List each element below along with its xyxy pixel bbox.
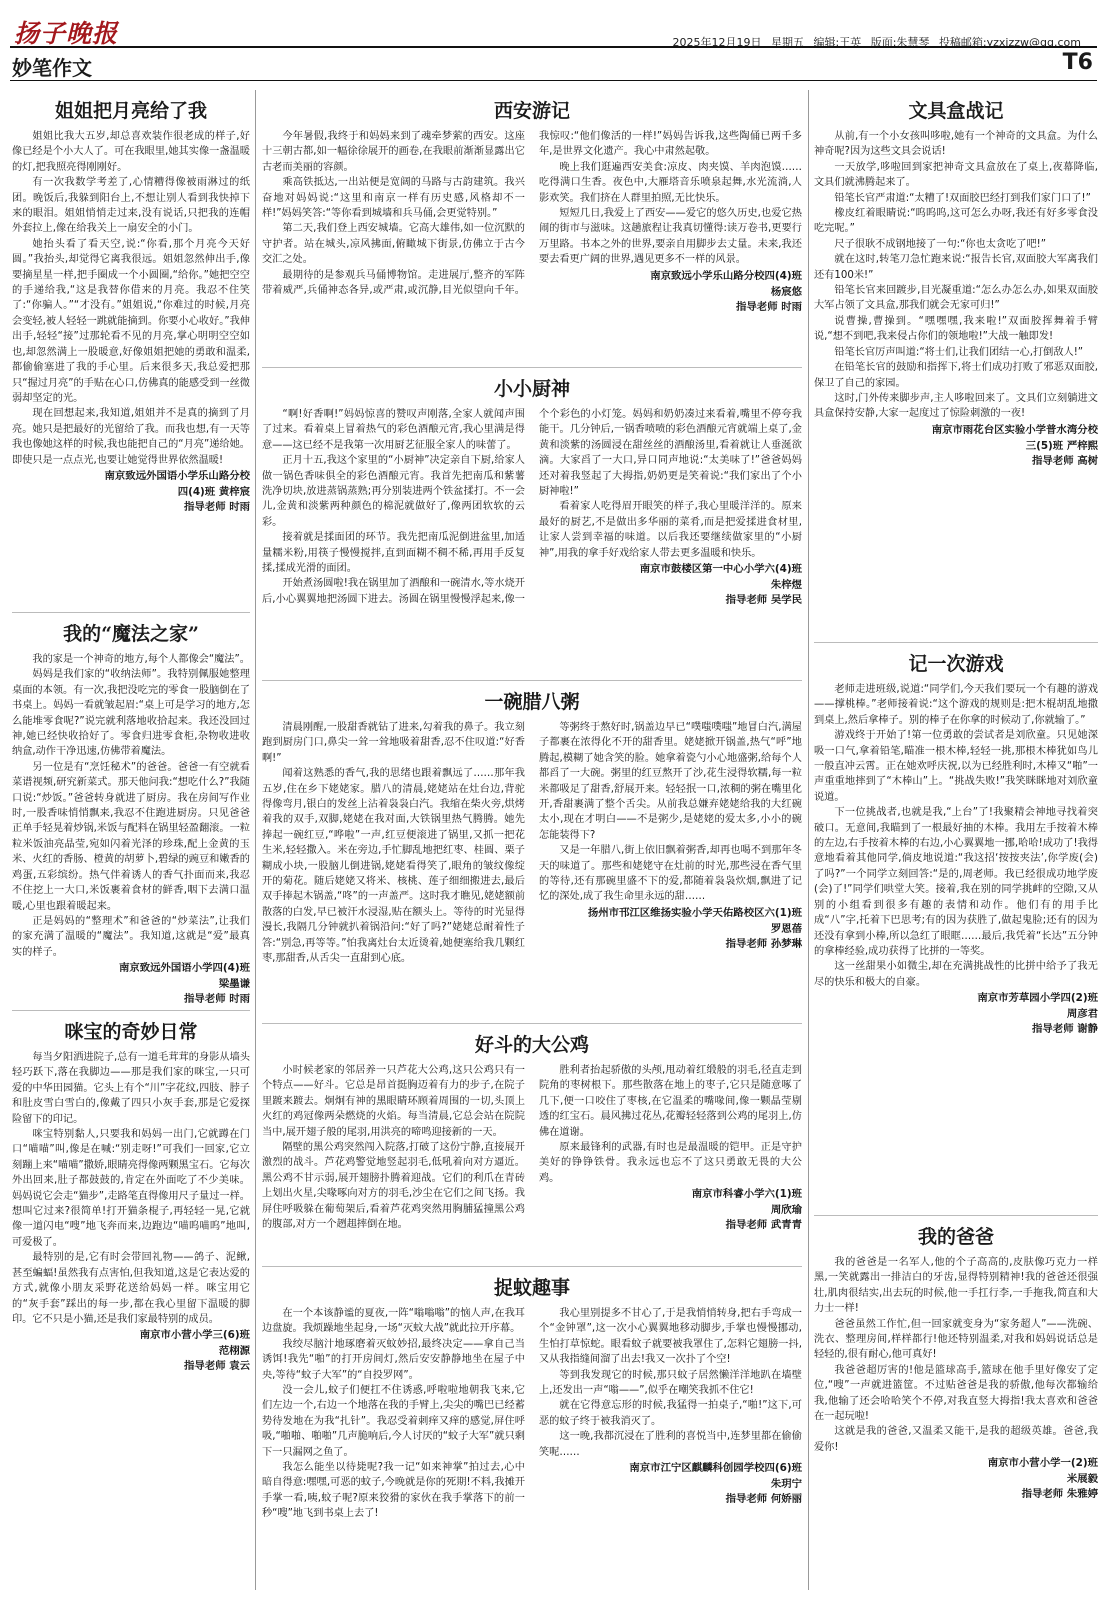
article-paragraph: 等到我发现它的时候,那只蚊子居然懒洋洋地趴在墙壁上,还发出一声“嗡——”,似乎在嘲笑我抓不住它! (539, 1369, 802, 1397)
article-body (12, 129, 250, 515)
article-title: 记一次游戏 (908, 653, 1004, 675)
article-paragraph: 爸爸虽然工作忙,但一回家就变身为“家务超人”——洗碗、洗衣、整理房间,样样都行!他还特别温柔,对我和妈妈说话总是轻轻的,很有耐心,他可真好! (814, 1318, 1098, 1361)
teacher-credit: 指导老师 朱雅婷 (1021, 1488, 1098, 1501)
article-body (814, 129, 1098, 469)
article-paragraph: 老师走进班级,说道:“同学们,今天我们要玩一个有趣的游戏——撑桃棒。”老师接着说:“这个游戏的规则是:把木棍胡乱地撒到桌上,然后拿棒子。别的棒子在你拿的时候动了,你就输了。” (814, 684, 1098, 726)
teacher-credit: 指导老师 时雨 (736, 300, 802, 313)
article-paragraph: 另一位是有“烹饪秘术”的爸爸。爸爸一有空就看菜谱视频,研究新菜式。那天他问我:“想吃什么?”我随口说:“炒饭。”爸爸转身就进了厨房。我在房间写作业时,一股香味悄悄飘来,我忍不住跑进厨房。只见爸爸正单手轻晃着炒锅,米饭与配料在锅里轻盈翻滚。一粒粒米饭油亮晶莹,宛如闪着光泽的珍珠,配上金黄的玉米、火红的香肠、橙黄的胡萝卜,碧绿的豌豆和嫩香的鸡蛋,五彩缤纷。热气伴着诱人的香气扑面而来,我忍不住挖上一大口,米饭裹着食材的鲜香,咽下去满口温暖,心里也跟着暖起来。 (12, 761, 250, 912)
author-school: 南京市雨花台区实验小学普水湾分校 (931, 423, 1098, 436)
article-paragraph: 每当夕阳洒进院子,总有一道毛茸茸的身影从墙头轻巧跃下,落在我脚边——那是我们家的咪宝,一只可爱的中华田园猫。它头上有个“川”字花纹,四肢、脖子和肚皮雪白雪白的,像戴了四只小灰手套,那是它爱探险留下的印记。 (12, 1052, 250, 1125)
article-paragraph: 铅笔长官来回踱步,目光凝重道:“怎么办怎么办,如果双面胶大军占领了文具盒,那我们就会无家可归!” (814, 285, 1098, 312)
article-paragraph: 第二天,我们登上西安城墙。它高大雄伟,如一位沉默的守护者。站在城头,凉风拂面,俯瞰城下街景,仿佛立于古今交汇之处。 (262, 223, 525, 266)
article-paragraph: “啊!好香啊!”妈妈惊喜的赞叹声刚落,全家人就闻声围了过来。看着桌上冒着热气的彩色酒酿元宵,我心里满是得意——这已经不是我第一次用厨艺征服全家人的味蕾了。 (262, 409, 525, 451)
article-paragraph: 我心里别提多不甘心了,于是我悄悄转身,把右手弯成一个“金钟罩”,这一次小心翼翼地移动脚步,手掌也慢慢挪动,生怕打草惊蛇。眼看蚊子就要被我罩住了,怎料它翅膀一抖,又从我指缝间溜了出去!我又一次扑了个空! (539, 1308, 802, 1366)
author-name: 朱梓煜 (770, 579, 802, 592)
article-paragraph: 看着家人吃得眉开眼笑的样子,我心里暖洋洋的。原来最好的厨艺,不是做出多华丽的菜肴,而是把爱揉进食材里,让家人尝到幸福的味道。以后我还要继续做家里的“小厨神”,用我的拿手好戏给家人带去更多温暖和快乐。 (539, 501, 802, 559)
article (814, 1222, 1098, 1602)
article-paragraph: 有一次我数学考差了,心情糟得像被雨淋过的纸团。晚饭后,我躲到阳台上,不想让别人看到我快掉下来的眼泪。姐姐悄悄走过来,没有说话,只把我的连帽外套拉上,像在给我关上一扇安全的小门。 (12, 177, 250, 235)
article-paragraph: 妈妈是我们家的“收纳法师”。我特别佩服她整理桌面的本领。有一次,我把没吃完的零食一股脑倒在了书桌上。妈妈一看就皱起眉:“桌上可是学习的地方,怎么能堆零食呢?”说完就利落地收拾起来。我还没回过神,她已经快收拾好了。零食归进零食柜,杂物收进收纳盒,动作干净迅速,仿佛带着魔法。 (12, 669, 250, 758)
article-paragraph: 这一晚,我都沉浸在了胜利的喜悦当中,连梦里都在偷偷笑呢…… (539, 1431, 802, 1458)
article-paragraph: 这时,门外传来脚步声,主人哆啦回来了。文具们立刻躺进文具盒保持安静,大家一起度过了惊险刺激的一夜! (814, 392, 1098, 420)
article (262, 374, 802, 674)
article-paragraph: 开始煮汤圆啦!我在锅里加了酒酿和一碗清水,等水烧开后,小心翼翼地把汤圆下进去。汤圆在锅里慢慢浮起来,像一个个彩色的小灯笼。妈妈和奶奶凑过来看着,嘴里不停夸我能干。几分钟后,一锅香喷喷的彩色酒酿元宵就端上桌了,金黄和淡紫的汤圆浸在甜丝丝的酒酿汤里,看着就让人垂涎欲滴。大家舀了一大口,异口同声地说:“太美味了!”爸爸妈妈还对着我竖起了大拇指,奶奶更是笑着说:“我们家出了个小厨神啦!” (262, 409, 802, 605)
teacher-credit: 指导老师 时雨 (184, 993, 250, 1006)
article-paragraph: 正是妈妈的“整理术”和爸爸的“炒菜法”,让我们的家充满了温暖的“魔法”。我知道,这就是“爱”最真实的样子。 (12, 915, 250, 958)
article-paragraph: 说曹操,曹操到。“嘿嘿嘿,我来啦!”双面胶挥舞着手臂说,“想不到吧,我来侵占你们的领地啦!”大战一触即发! (814, 315, 1098, 343)
top-rule (10, 46, 1097, 48)
article-body (262, 720, 802, 967)
article (262, 1273, 802, 1573)
article-paragraph: 正月十五,我这个家里的“小厨神”决定亲自下厨,给家人做一锅色香味俱全的彩色酒酿元宵。我首先把南瓜和紫薯洗净切块,放进蒸锅蒸熟;再分别装进两个铁盆揉打。不一会儿,金黄和淡紫两种颜色的棉泥就做好了,像两团软软的云彩。 (262, 455, 525, 528)
author-name: 梁墨谦 (218, 978, 250, 991)
article-paragraph: 隔壁的黑公鸡突然闯入院落,打破了这份宁静,直接展开激烈的战斗。芦花鸡警觉地竖起羽毛,低吼着向对方逼近。黑公鸡不甘示弱,展开翅膀扑腾着迎战。它们的利爪在青砖上划出火星,尖喙啄向对方的羽毛,沙尘在它们之间飞扬。我屏住呼吸躲在葡萄架后,看着芦花鸡突然用胸脯猛撞黑公鸡的腹部,对方一个趔趄摔倒在地。 (262, 1142, 525, 1231)
issue-date: 2025年12月19日 (672, 36, 762, 49)
article-body (12, 1050, 250, 1374)
article-title: 我的“魔法之家” (63, 623, 199, 645)
article-paragraph: 她抬头看了看天空,说:“你看,那个月亮今天好圆。”我抬头,却觉得它离我很远。姐姐忽然伸出手,像要摘星星一样,把手圈成一个小圆圈,“给你。”她把空空的手递给我,“这是我替你借来的月亮。我忍不住笑了:“你骗人。”“才没有。”姐姐说,“你难过的时候,月亮会变轻,被人轻轻一跳就能摘到。你要小心收好。”我伸出手,轻轻“接”过那轮看不见的月亮,掌心明明空空如也,却忽然满上一股暖意,好像姐姐把她的勇敢和温柔,都偷偷塞进了我的手心里。后来很多天,我总爱把那只“握过月亮”的手贴在心口,仿佛真的能感受到一丝微弱却坚定的光。 (12, 238, 250, 404)
article (262, 96, 802, 361)
article-paragraph: 咪宝特别黏人,只要我和妈妈一出门,它就蹲在门口“喵喵”叫,像是在喊:“别走呀!”可我们一回家,它立刻蹦上来“喵喵”撒娇,眼睛亮得像两颗黑宝石。它每次外出回来,肚子都鼓鼓的,肯定在外面吃了不少美味。妈妈说它会走“猫步”,走路笔直得像用尺子量过一样。想叫它过来?很简单!打开猫条棍子,再轻轻一晃,它就像一道闪电“嗖”地飞奔而来,边跑边“喵呜喵呜”地叫,可爱极了。 (12, 1129, 250, 1248)
editor-credit: 编辑:王英 (813, 36, 862, 49)
author-name: 朱玥宁 (770, 1478, 802, 1491)
article-body (262, 407, 802, 608)
article-paragraph: 我绞尽脑汁地琢磨着灭蚊妙招,最终决定——拿自己当诱饵!我先“啪”的打开房间灯,然后安安静静地坐在屋子中央,等待“蚊子大军”的“自投罗网”。 (262, 1338, 525, 1381)
article-paragraph: 就在这时,转笔刀急忙跑来说:“报告长官,双面胶大军离我们还有100米!” (814, 254, 1098, 281)
header-rule (10, 80, 1097, 81)
article-paragraph: 又是一年腊八,街上依旧飘着粥香,却再也喝不到那年冬天的味道了。那些和姥姥守在灶前的时光,那些浸在香气里的等待,还有那碗里盛不下的爱,都随着袅袅炊烟,飘进了记忆的深处,成了我生命里永远的甜…… (539, 845, 802, 903)
article (814, 96, 1098, 636)
article-paragraph: 清晨刚醒,一股甜香就钻了进来,勾着我的鼻子。我立刻跑到厨房门口,鼻尖一耸一耸地吸着甜香,忍不住叹道:“好香啊!” (262, 722, 525, 764)
teacher-credit: 指导老师 谢静 (1032, 1023, 1098, 1036)
author-school: 南京市芳草园小学四(2)班 (977, 992, 1098, 1005)
author-school: 南京市江宁区麒麟科创园学校四(6)班 (629, 1462, 802, 1475)
article-title: 捉蚊趣事 (493, 1277, 570, 1299)
masthead (0, 0, 1113, 80)
newspaper-logo: 扬子晚报 (14, 19, 119, 48)
teacher-credit: 指导老师 时雨 (184, 500, 250, 513)
article-title: 小小厨神 (493, 378, 570, 400)
teacher-credit: 指导老师 何娇丽 (725, 1493, 802, 1506)
article-body (814, 682, 1098, 1037)
article-paragraph: 橡皮红着眼睛说:“呜呜呜,这可怎么办呀,我还有好多零食没吃完呢。” (814, 208, 1098, 235)
author-school: 南京市科睿小学六(1)班 (691, 1188, 802, 1201)
article-paragraph: 从前,有一个小女孩叫哆啦,她有一个神奇的文具盒。为什么神奇呢?因为这些文具会说话! (814, 131, 1098, 158)
article-paragraph: 没一会儿,蚊子们便扛不住诱惑,呼啦啦地朝我飞来,它们左边一个,右边一个地落在我的手臂上,尖尖的嘴巴已经蓄势待发地在为我“扎针”。我忍受着刺痒又痒的感觉,屏住呼吸,“啪啪、啪啪”几声脆响后,今人讨厌的“蚊子大军”就只剩下一只漏网之鱼了。 (262, 1385, 525, 1458)
teacher-credit: 指导老师 袁云 (184, 1360, 250, 1373)
author-name: 米展毅 (1066, 1473, 1098, 1486)
article (12, 96, 250, 606)
teacher-credit: 指导老师 吴学民 (725, 594, 802, 607)
author-school: 南京市小营小学一(2)班 (987, 1457, 1098, 1470)
article-paragraph: 我怎么能坐以待毙呢?我一记“如来神掌”拍过去,心中暗自得意:嘿嘿,可恶的蚊子,今晚就是你的死期!不料,我摊开手掌一看,咦,蚊子呢?原来狡猾的家伙在我手掌落下的前一秒“嗖”地飞到书桌上去了! (262, 1462, 525, 1520)
article (262, 687, 802, 1017)
article-paragraph: 尺子很耿不成钢地接了一句:“你也太贪吃了吧!” (834, 238, 1047, 250)
author-name: 范栩源 (218, 1345, 250, 1358)
article-paragraph: 我的家是一个神奇的地方,每个人都像会“魔法”。 (32, 654, 250, 665)
article-paragraph: 最特别的是,它有时会带回礼物——鸽子、泥鳅,甚至蝙蝠!虽然我有点害怕,但我知道,这是它表达爱的方式,就像小朋友采野花送给妈妈一样。咪宝用它的“灰手套”踩出的每一步,都在我心里留下温暖的脚印。它不只是小猫,还是我们家最特别的成员。 (12, 1252, 250, 1325)
article (12, 1017, 250, 1577)
article-title: 我的爸爸 (917, 1226, 994, 1248)
article (262, 1030, 802, 1260)
author-name: 杨宸悠 (770, 285, 802, 298)
article-title: 好斗的大公鸡 (474, 1034, 589, 1056)
article-paragraph: 游戏终于开始了!第一位勇敢的尝试者是刘欣童。只见她深吸一口气,拿着铅笔,瞄准一根木棒,轻轻一挑,那根木棒犹如鸟儿一般直冲云霄。正在她欢呼庆祝,以为已经胜利时,木棒又“啪”一声重重地摔到了“木棒山”上。“挑战失败!”我笑眯眯地对刘欣童说道。 (814, 730, 1098, 803)
article-body (12, 652, 250, 1007)
article-paragraph: 闻着这熟悉的香气,我的思绪也跟着飘远了……那年我五岁,住在乡下姥姥家。腊八的清晨,姥姥站在灶台边,背驼得像弯月,银白的发丝上沾着袅袅白汽。我缩在柴火旁,烘烤着我的双手,双脚,姥姥在我对面,大铁锅里热气腾腾。她先捧起一碗红豆,“哗啦”一声,红豆便滚进了锅里,又抓一把花生米,轻轻撒入。米在旁边,手忙脚乱地把红枣、桂圆、栗子糊成小块,一股脑儿倒进锅,姥姥看得笑了,眼角的皱纹像绽开的菊花。随后姥姥又将米、核桃、莲子细细搬进去,最后双手捧起木锅盖,“咚”的一声盖严。这时我才瞧见,姥姥额前散落的白发,早已被汗水浸湿,贴在额头上。等待的时光显得漫长,我隔几分钟就扒着锅沿问:“好了吗?”姥姥总耐着性子答:“别急,再等等。”怕我离灶台太近烫着,她便塞给我几颗红枣,那甜香,从舌尖一直甜到心底。 (262, 768, 525, 965)
article-paragraph: 在铅笔长官的鼓励和指挥下,将士们成功打败了邪恶双面胶,保卫了自己的家园。 (814, 362, 1098, 389)
page-number: T6 (1062, 50, 1093, 75)
author-name: 四(4)班 黄梓宸 (177, 485, 250, 498)
article-title: 一碗腊八粥 (484, 691, 580, 713)
article-paragraph: 现在回想起来,我知道,姐姐并不是真的摘到了月亮。她只是把最好的光留给了我。而我也想,有一天等我也像她这样的时候,我也能把自己的“月亮”递给她。即使只是一点点光,也要让她觉得世界依然温暖! (12, 408, 250, 466)
author-name: 周欣瑜 (770, 1204, 802, 1217)
article-paragraph: 铅笔长官严肃道:“太糟了!双面胶巴经打到我们家门口了!” (834, 192, 1091, 204)
column-divider (808, 90, 809, 1590)
article-body (262, 1063, 802, 1233)
article-body (814, 1255, 1098, 1502)
article-paragraph: 我爸爸超厉害的!他是篮球高手,篮球在他手里好像安了定位,“嗖”一声就进篮筐。不过贴爸爸是我的骄傲,他每次都输给我,他输了还会哈哈笑个不停,对我直竖大拇指!我太喜欢和爸爸在一起玩啦! (814, 1364, 1098, 1423)
author-name: 罗恩蓓 (770, 922, 802, 935)
teacher-credit: 指导老师 武青青 (725, 1219, 802, 1232)
submission-email: 投稿邮箱:yzxjzzw@qq.com (938, 36, 1081, 49)
article-paragraph: 最期待的是参观兵马俑博物馆。走进展厅,整齐的军阵带着威严,兵俑神态各异,或严肃,或沉静,目光似望向千年。我惊叹:“他们像活的一样!”妈妈告诉我,这些陶俑已两千多年,是世界文化遗产。我心中肃然起敬。 (262, 131, 802, 297)
article-paragraph: 在一个本该静谧的夏夜,一阵“嗡嗡嗡”的恼人声,在我耳边盘旋。我烦躁地坐起身,一场“灭蚊大战”就此拉开序幕。 (262, 1308, 525, 1335)
article-title: 西安游记 (493, 100, 570, 122)
section-title: 妙笔作文 (12, 56, 92, 80)
weekday: 星期五 (771, 36, 804, 49)
article-paragraph: 小时候老家的邻居养一只芦花大公鸡,这只公鸡只有一个特点——好斗。它总是昂首挺胸迈着有力的步子,在院子里踱来踱去。炯炯有神的黑眼睛环顾着周围的一切,头顶上火红的鸡冠像两朵燃烧的火焰。每当清晨,它总会站在院院当中,展开翅子般的尾羽,用洪亮的啼鸣迎接新的一天。 (262, 1065, 525, 1138)
teacher-credit: 指导老师 高树 (1032, 454, 1098, 467)
article-paragraph: 一天放学,哆啦回到家把神奇文具盒放在了桌上,夜幕降临,文具们就沸腾起来了。 (814, 161, 1098, 189)
author-name: 三(5)班 严梓熙 (1025, 439, 1098, 452)
article-title: 文具盒战记 (908, 100, 1004, 122)
column-divider (255, 90, 256, 1590)
right-column (814, 90, 1098, 1602)
article (814, 649, 1098, 1209)
article-body (262, 129, 802, 315)
article-paragraph: 铅笔长官厉声叫道:“将士们,让我们团结一心,打倒敌人!” (834, 346, 1084, 358)
article-paragraph: 姐姐比我大五岁,却总喜欢装作很老成的样子,好像已经是个小大人了。可在我眼里,她其实像一盏温暖的灯,把我照亮得刚刚好。 (12, 131, 250, 173)
author-name: 周彦君 (1066, 1008, 1098, 1021)
article-paragraph: 乘高铁抵达,一出站便是宽阔的马路与古韵建筑。我兴奋地对妈妈说:“这里和南京一样有历史感,风格却不一样!”妈妈笑答:“等你看到城墙和兵马俑,会更觉特别。” (262, 177, 525, 220)
article-title: 咪宝的奇妙日常 (64, 1021, 198, 1043)
middle-column (262, 90, 802, 1573)
article-paragraph: 等粥终于熬好时,锅盖边早已“噗嗤噗嗤”地冒白汽,满屋子都裹在浓得化不开的甜香里。姥姥掀开锅盖,热气“呼”地腾起,模糊了她含笑的脸。她拿着瓷勺小心地盛粥,给每个人都舀了一大碗。粥里的红豆熬开了沙,花生浸得软糯,每一粒米都吸足了甜香,舒展开来。轻轻抿一口,浓稠的粥在嘴里化开,香甜裹满了整个舌尖。从前我总嫌弃姥姥给我的大红碗太小,现在才明白——不是粥少,是姥姥的爱太多,小小的碗怎能装得下? (539, 722, 802, 841)
article-paragraph: 就在它得意忘形的时候,我猛得一拍桌子,“啪!”这下,可恶的蚊子终于被我消灭了。 (539, 1400, 802, 1427)
article-paragraph: 今年暑假,我终于和妈妈来到了魂牵梦萦的西安。这座十三朝古都,如一幅徐徐展开的画卷,在我眼前渐渐显露出它古老而美丽的容颜。 (262, 131, 525, 173)
article (12, 619, 250, 1004)
author-school: 南京致远小学乐山路分校四(4)班 (650, 269, 802, 282)
article-paragraph: 这就是我的爸爸,又温柔又能干,是我的超级英雄。爸爸,我爱你! (814, 1426, 1098, 1453)
left-column (12, 90, 250, 1577)
layout-credit: 版面:朱慧琴 (870, 36, 930, 49)
author-school: 南京市鼓楼区第一中心小学六(4)班 (639, 563, 802, 576)
article-title: 姐姐把月亮给了我 (54, 100, 207, 122)
article-paragraph: 下一位挑战者,也就是我,“上台”了!我聚精会神地寻找着突破口。无意间,我瞄到了一根最好抽的木棒。我用左手按着木棒的左边,右手按着木棒的右边,小心翼翼地一挪,哈哈!成功了!我得意地看着其他同学,倘皮地说道:“我这招‘按按夹法’,你学废(会)了吗?”一个同学立刻回答:“是的,周老师。我已经很成功地学废(会)了!”同学们哄堂大笑。接着,我在别的同学挑衅的空隙,又从别的小组看到很多有趣的表情和动作。他们有的用手比成“八”字,托着下巴思考;有的因为获胜了,做起鬼脸;还有的因为还没有拿到小棒,所以急红了眼眶……最后,我凭着“长达”五分钟的拿棒经验,成功获得了比拼的一等奖。 (814, 807, 1098, 957)
article-paragraph: 我的爸爸是一名军人,他的个子高高的,皮肤像巧克力一样黑,一笑就露出一排洁白的牙齿,显得特别精神!我的爸爸还很强壮,肌肉很结实,出去玩的时候,他一手扛行李,一手拖我,简直和大力士一样! (814, 1257, 1098, 1315)
author-school: 南京市小营小学三(6)班 (139, 1329, 250, 1342)
article-body (262, 1306, 802, 1522)
author-school: 南京致远外国语小学乐山路分校 (104, 469, 250, 482)
author-school: 南京致远外国语小学四(4)班 (118, 962, 250, 975)
article-paragraph: 这一丝甜果小如微尘,却在充满挑战性的比拼中给予了我无尽的快乐和极大的自豪。 (814, 961, 1098, 988)
article-paragraph: 胜利者抬起骄傲的头颅,甩动着红缎般的羽毛,径直走到院角的枣树根下。那些散落在地上的枣子,它只是随意啄了几下,便一口咬住了枣核,在它温柔的嘴喙间,像一颗晶莹剔透的红宝石。晨风拂过花丛,花瓣轻轻落到公鸡的尾羽上,仿佛在道谢。 (539, 1065, 802, 1138)
article-paragraph: 接着就是揉面团的环节。我先把南瓜泥倒进盆里,加适量糯米粉,用筷子慢慢搅拌,直到面糊不稠不稀,再用手反复揉,揉成光滑的面团。 (262, 532, 525, 575)
article-paragraph: 原来最锋利的武器,有时也是最温暖的铠甲。正是守护美好的铮铮铁骨。我永远也忘不了这只勇敢无畏的大公鸡。 (539, 1142, 802, 1184)
teacher-credit: 指导老师 孙梦琳 (725, 937, 802, 950)
author-school: 扬州市邗江区维扬实验小学天佑路校区六(1)班 (587, 906, 802, 919)
article-paragraph: 晚上我们逛遍西安美食:凉皮、肉夹馍、羊肉泡馍……吃得满口生香。夜色中,大雁塔音乐喷泉起舞,水光流淌,人影欢笑。我们挤在人群里拍照,无比快乐。 (539, 161, 802, 204)
article-paragraph: 短短几日,我爱上了西安——爱它的悠久历史,也爱它热闹的街市与滋味。这趟旅程让我真切懂得:读万卷书,更要行万里路。书本之外的世界,要亲自用脚步去丈量。未来,我还要去看更广阔的世界,遇见更多不一样的风景。 (539, 208, 802, 266)
